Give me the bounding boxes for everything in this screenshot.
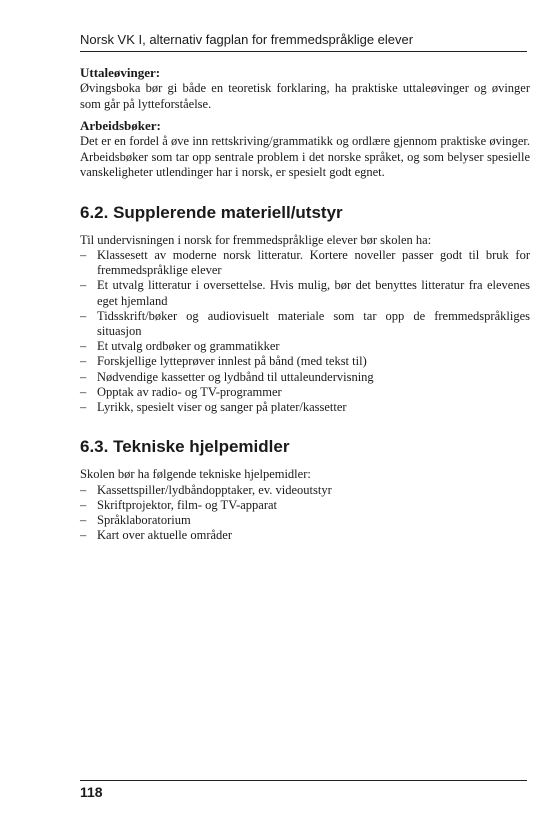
list-item-text: Kassettspiller/lydbåndopptaker, ev. videoutstyr	[97, 482, 332, 497]
header-rule	[80, 51, 527, 52]
paragraph-uttaleovinger: Øvingsboka bør gi både en teoretisk forklaring, ha praktiske uttaleøvinger og øvinger som går på lytteforståelse.	[80, 81, 530, 111]
page-number: 118	[80, 784, 103, 800]
section-6-2-intro: Til undervisningen i norsk for fremmedspråklige elever bør skolen ha:	[80, 232, 432, 247]
list-item-text: Et utvalg ordbøker og grammatikker	[97, 339, 280, 354]
dash-bullet: –	[80, 400, 87, 415]
list-item	[80, 309, 530, 339]
list-item-text: Skriftprojektor, film- og TV-apparat	[97, 497, 278, 512]
list-item-text: Forskjellige lytteprøver innlest på bånd (med tekst til)	[97, 354, 367, 369]
dash-bullet: –	[80, 497, 87, 512]
equipment-list	[80, 248, 530, 415]
spacer	[80, 415, 530, 437]
list-item	[80, 248, 530, 278]
dash-bullet: –	[80, 513, 87, 528]
subheading-arbeidsboker: Arbeidsbøker:	[80, 118, 161, 133]
paragraph-arbeidsboker: Det er en fordel å øve inn rettskriving/grammatikk og ordlære gjennom praktiske øvinger. Arbeidsbøker som tar opp sentrale problem i det norske språket, og som belyser spesielle vanskeligheter utlendinger har i norsk, er spesielt godt egnet.	[80, 134, 530, 179]
spacer	[80, 181, 530, 203]
list-item-text: Et utvalg litteratur i oversettelse. Hvis mulig, bør det benyttes litteratur fra elevenes eget hjemland	[97, 278, 530, 308]
footer-rule	[80, 780, 527, 781]
subheading-uttaleovinger: Uttaleøvinger:	[80, 65, 161, 80]
dash-bullet: –	[80, 339, 87, 354]
list-item-text: Tidsskrift/bøker og audiovisuelt materiale som tar opp de fremmedspråkliges situasjon	[97, 308, 530, 339]
list-item	[80, 483, 530, 498]
list-item-text: Lyrikk, spesielt viser og sanger på plater/kassetter	[97, 400, 347, 415]
list-item-text: Kart over aktuelle områder	[97, 528, 233, 543]
section-title-6-2: 6.2. Supplerende materiell/utstyr	[80, 202, 343, 222]
running-header: Norsk VK I, alternativ fagplan for fremmedspråklige elever	[80, 32, 414, 47]
list-item	[80, 528, 530, 543]
list-item	[80, 339, 530, 354]
technical-aids-list	[80, 483, 530, 544]
section-6-3-intro: Skolen bør ha følgende tekniske hjelpemidler:	[80, 467, 311, 482]
list-item	[80, 370, 530, 385]
list-item-text: Nødvendige kassetter og lydbånd til uttaleundervisning	[97, 369, 374, 384]
list-item-text: Opptak av radio- og TV-programmer	[97, 384, 282, 399]
list-item	[80, 513, 530, 528]
list-item	[80, 400, 530, 415]
dash-bullet: –	[80, 308, 87, 323]
spacer	[80, 223, 530, 233]
list-item-text: Klassesett av moderne norsk litteratur. Kortere noveller passer godt til bruk for fremmedspråklige elever	[97, 248, 530, 278]
dash-bullet: –	[80, 278, 87, 293]
list-item-text: Språklaboratorium	[97, 513, 191, 528]
list-item	[80, 385, 530, 400]
dash-bullet: –	[80, 482, 87, 497]
list-item	[80, 498, 530, 513]
dash-bullet: –	[80, 528, 87, 543]
dash-bullet: –	[80, 384, 87, 399]
section-title-6-3: 6.3. Tekniske hjelpemidler	[80, 437, 290, 457]
dash-bullet: –	[80, 248, 87, 262]
dash-bullet: –	[80, 354, 87, 369]
list-item	[80, 278, 530, 308]
list-item	[80, 354, 530, 369]
spacer	[80, 457, 530, 467]
dash-bullet: –	[80, 369, 87, 384]
page-content	[80, 65, 530, 544]
